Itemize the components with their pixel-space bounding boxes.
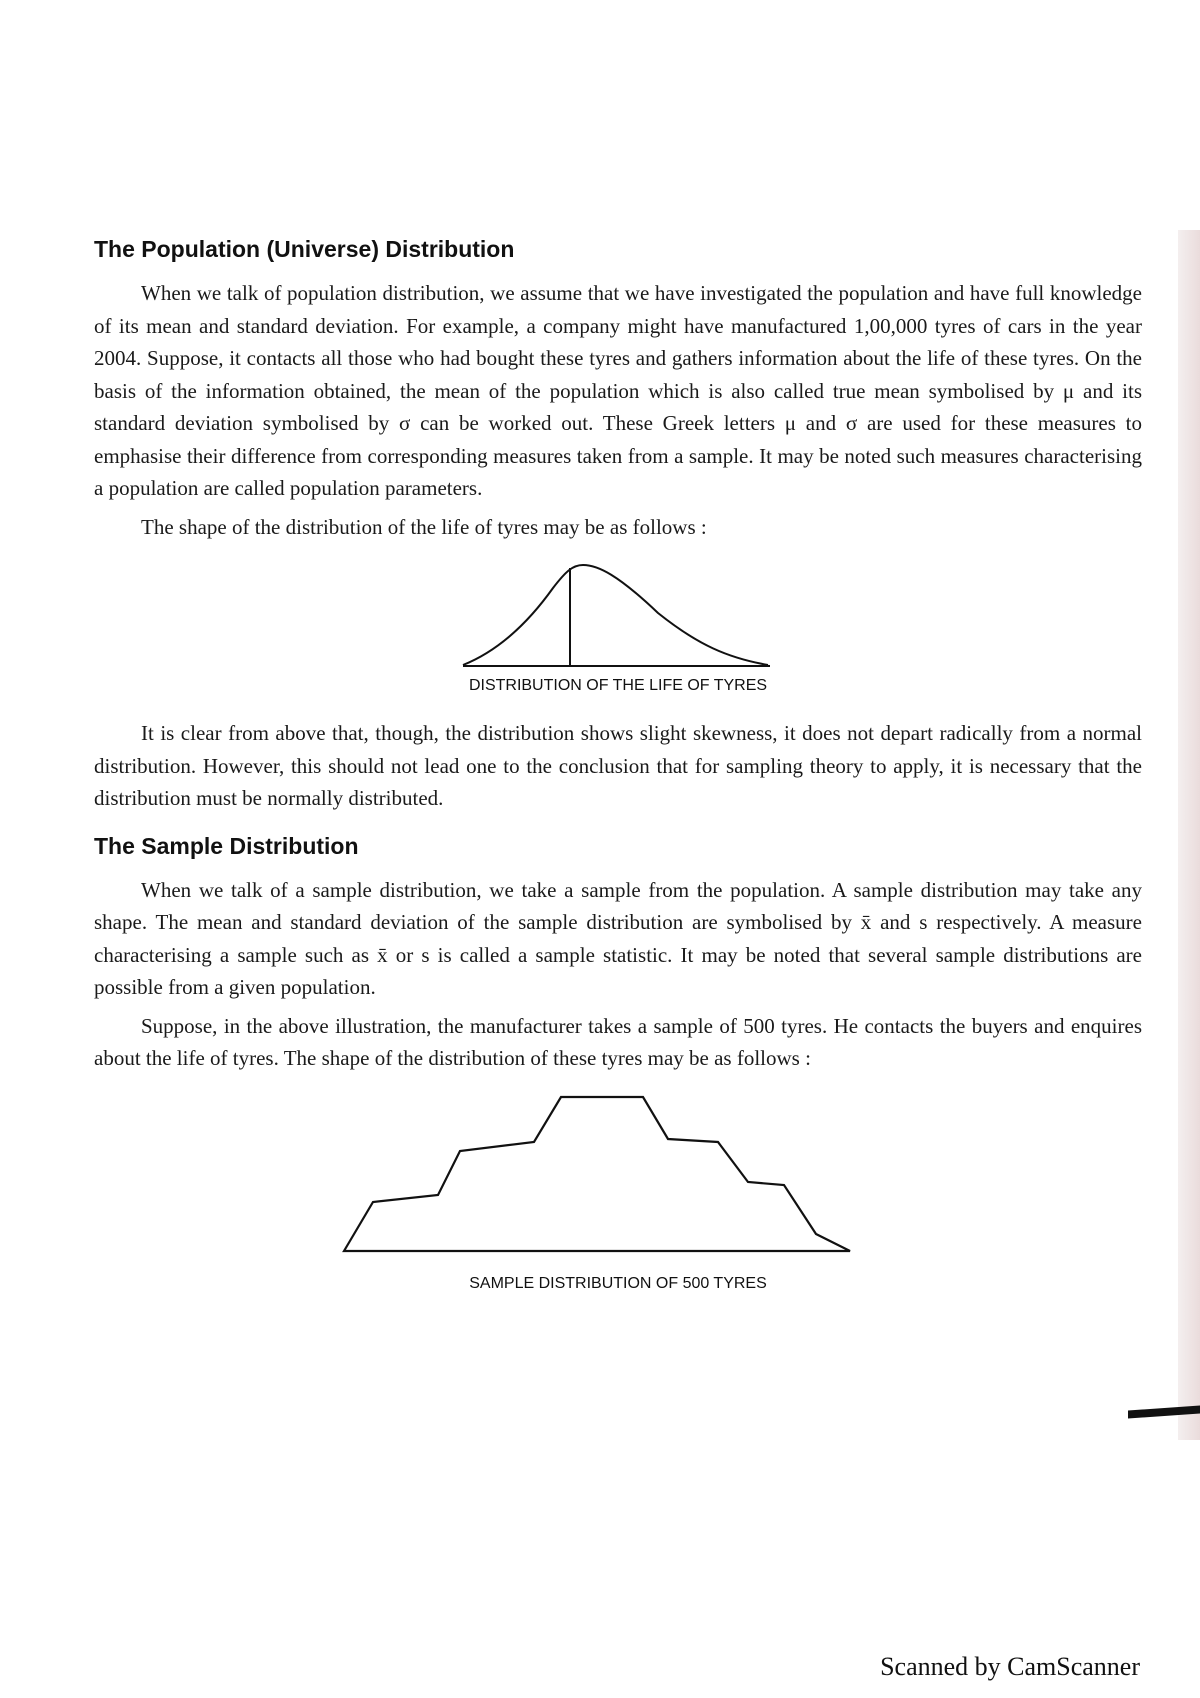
population-curve <box>463 565 768 665</box>
page-content <box>94 236 1142 1293</box>
paragraph-sample-illustration: Suppose, in the above illustration, the manufacturer takes a sample of 500 tyres. He contacts the buyers and enquires about the life of tyres. The shape of the distribution of these tyres may be as follows : <box>94 1013 1142 1070</box>
figure-population-distribution <box>458 553 778 695</box>
sample-polygon-svg <box>338 1089 898 1259</box>
section-heading-population: The Population (Universe) Distribution <box>94 236 515 262</box>
population-curve-svg <box>458 553 778 673</box>
section-heading-sample: The Sample Distribution <box>94 832 359 859</box>
figure-sample-distribution <box>338 1089 898 1293</box>
caption-population-distribution: DISTRIBUTION OF THE LIFE OF TYRES <box>468 677 768 694</box>
paragraph-population-intro: When we talk of population distribution, we assume that we have investigated the population and have full knowledge of its mean and standard deviation. For example, a company might have manufactured 1,00,000 tyres of cars in the year 2004. Suppose, it contacts all those who had bought these tyres and gathers information about the life of these tyres. On the basis of the information obtained, the mean of the population which is also called true mean symbolised by μ and its standard deviation symbolised by σ can be worked out. These Greek letters μ and σ are used for these measures to emphasise their difference from corresponding measures taken from a sample. It may be noted such measures characterising a population are called population parameters. <box>94 281 1142 500</box>
paragraph-shape-intro: The shape of the distribution of the life of tyres may be as follows : <box>141 514 707 539</box>
page-edge-shade <box>1178 230 1200 1440</box>
paragraph-skewness: It is clear from above that, though, the distribution shows slight skewness, it does not depart radically from a normal distribution. However, this should not lead one to the conclusion that for sampling theory to apply, it is necessary that the distribution must be normally distributed. <box>94 721 1142 810</box>
caption-sample-distribution: SAMPLE DISTRIBUTION OF 500 TYRES <box>469 1274 767 1292</box>
sample-frequency-polygon <box>344 1097 850 1251</box>
paragraph-sample-intro: When we talk of a sample distribution, we take a sample from the population. A sample distribution may take any shape. The mean and standard deviation of the sample distribution are symbolised by x̄ and s respectively. A measure characterising a sample such as x̄ or s is called a sample statistic. It may be noted that several sample distributions are possible from a given population. <box>94 877 1142 999</box>
scanner-watermark: Scanned by CamScanner <box>880 1652 1140 1681</box>
